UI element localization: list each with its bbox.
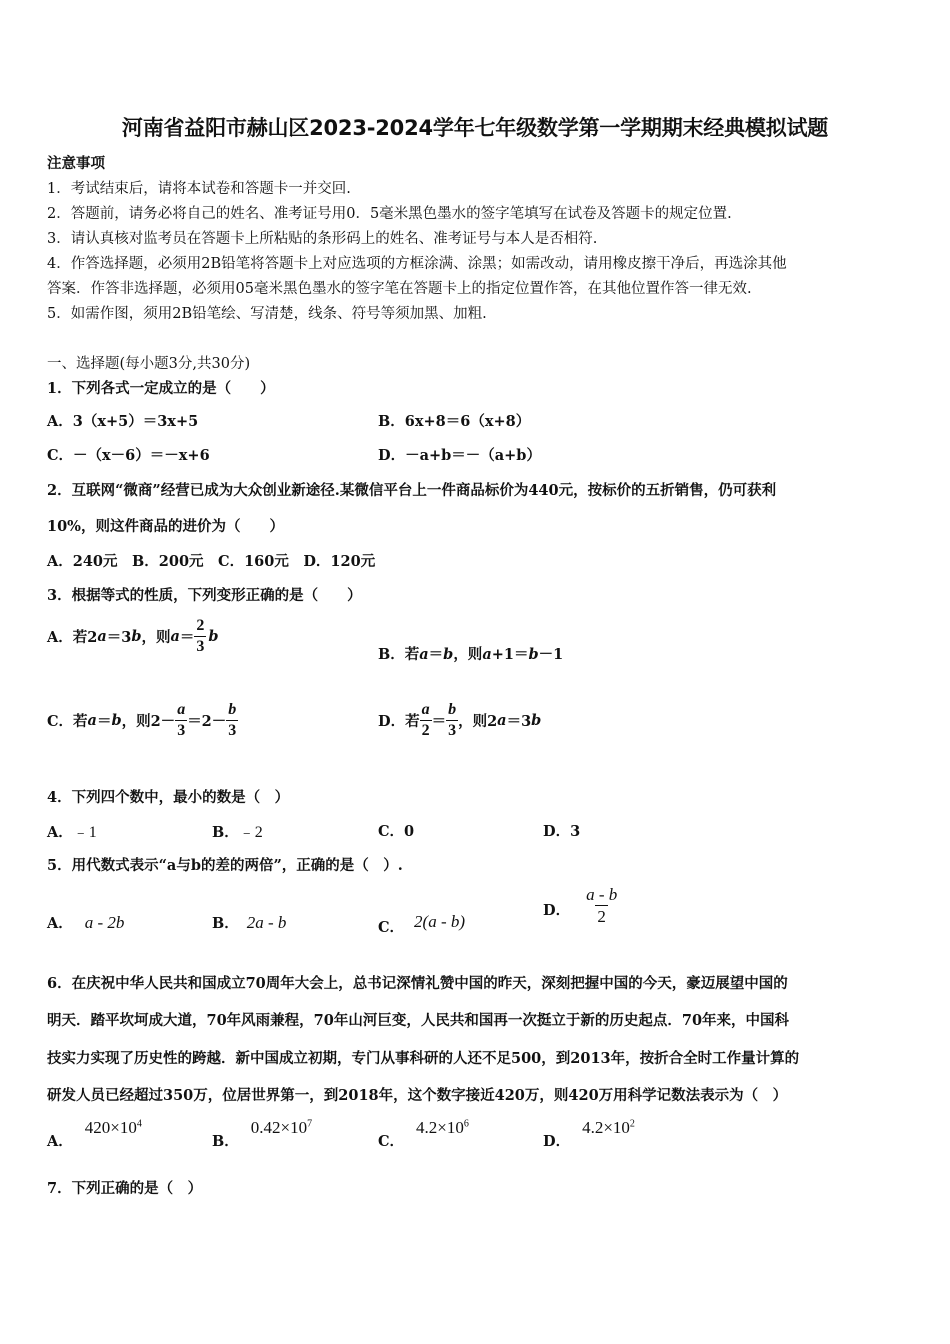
option-text: ＝3 <box>106 629 132 646</box>
exponent: 6 <box>463 1118 469 1130</box>
numerator: b <box>448 701 457 718</box>
exponent: 7 <box>307 1118 313 1130</box>
option-expr <box>251 1118 312 1138</box>
option-text: ＝ <box>96 713 112 730</box>
var: b <box>528 646 539 663</box>
option-expr <box>582 1118 635 1138</box>
q1-option-a: A．3（x+5）＝3x+5 <box>47 413 199 430</box>
option-label: B． <box>212 824 239 841</box>
q2-options: A．240元 B．200元 C．160元 D．120元 <box>47 553 376 570</box>
note-item: 4．作答选择题，必须用2B铅笔将答题卡上对应选项的方框涂满、涂黑；如需改动，请用橡皮擦干净后，再选涂其他 <box>47 256 787 272</box>
q3-option-d <box>378 702 541 739</box>
q1-option-b: B．6x+8＝6（x+8） <box>378 413 531 430</box>
question-5-stem: 5．用代数式表示“a与b的差的两倍”，正确的是（ ）. <box>47 857 403 874</box>
q5-option-a <box>47 912 124 933</box>
option-label: A． <box>47 915 73 932</box>
option-text: ＝ <box>428 646 444 663</box>
var: b <box>443 646 454 663</box>
base: 4.2×10 <box>582 1118 630 1137</box>
option-text: ，则2 <box>458 713 498 730</box>
q5-option-b <box>212 912 286 933</box>
question-7-stem: 7．下列正确的是（ ） <box>47 1180 203 1197</box>
var: b <box>131 628 142 645</box>
var: a <box>170 628 180 645</box>
question-6-line2: 明天．踏平坎坷成大道，70年风雨兼程，70年山河巨变，人民共和国再一次挺立于新的历史起点．70年来，中国科 <box>47 1012 790 1029</box>
option-text: ＝3 <box>506 713 532 730</box>
option-expr: a - 2b <box>84 912 125 932</box>
note-item: 答案．作答非选择题，必须用05毫米黑色墨水的签字笔在答题卡上的指定位置作答，在其他位置作答一律无效. <box>47 281 752 297</box>
var: a <box>419 646 429 663</box>
fraction <box>584 886 619 925</box>
notes-heading: 注意事项 <box>47 155 105 172</box>
option-text: B．若 <box>378 646 420 663</box>
question-2-line2: 10%，则这件商品的进价为（ ） <box>47 518 284 535</box>
question-6-line1: 6．在庆祝中华人民共和国成立70周年大会上，总书记深情礼赞中国的昨天，深刻把握中国的今天，豪迈展望中国的 <box>47 975 788 992</box>
denominator: 3 <box>196 638 205 655</box>
option-text: ，则2－ <box>121 713 176 730</box>
option-text: ＝ <box>179 629 195 646</box>
note-item: 2．答题前，请务必将自己的姓名、准考证号用0．5毫米黑色墨水的签字笔填写在试卷及答题卡的规定位置. <box>47 206 732 222</box>
var: a <box>97 628 107 645</box>
note-item: 1．考试结束后，请将本试卷和答题卡一并交回. <box>47 181 351 197</box>
numerator: 2 <box>196 617 205 634</box>
option-text: －1 <box>538 646 564 663</box>
option-expr: 2(a - b) <box>414 911 466 931</box>
denominator: 3 <box>228 722 237 739</box>
option-label: A． <box>47 1133 73 1150</box>
question-3-stem: 3．根据等式的性质，下列变形正确的是（ ） <box>47 587 362 604</box>
numerator: a <box>177 701 186 718</box>
denominator: 2 <box>421 722 430 739</box>
base: 420×10 <box>84 1118 137 1137</box>
q1-option-d: D．－a+b＝－（a+b） <box>378 447 541 464</box>
numerator: a - b <box>586 885 618 904</box>
var: b <box>531 712 542 729</box>
denominator: 2 <box>597 907 606 926</box>
base: 4.2×10 <box>416 1118 464 1137</box>
fraction <box>420 702 432 739</box>
q6-option-a <box>47 1118 142 1151</box>
fraction <box>446 702 458 739</box>
option-text: ，则 <box>141 629 171 646</box>
q4-option-a <box>47 819 97 842</box>
note-item: 5．如需作图，须用2B铅笔绘、写清楚，线条、符号等须加黑、加粗. <box>47 306 487 322</box>
q3-option-a <box>47 618 219 655</box>
option-text: ＝2－ <box>187 713 227 730</box>
var: b <box>208 628 219 645</box>
option-expr <box>416 1118 469 1138</box>
question-4-stem: 4．下列四个数中，最小的数是（ ） <box>47 789 290 806</box>
q4-option-d: D．3 <box>543 823 581 840</box>
question-2-line1: 2．互联网“微商”经营已成为大众创业新途径.某微信平台上一件商品标价为440元，按标价的五折销售，仍可获利 <box>47 482 777 499</box>
page-title: 河南省益阳市赫山区2023-2024学年七年级数学第一学期期末经典模拟试题 <box>121 116 829 140</box>
option-text: D．若 <box>378 713 420 730</box>
denominator: 3 <box>177 722 186 739</box>
denominator: 3 <box>448 722 457 739</box>
option-expr <box>85 1118 142 1138</box>
option-value: ﹣2 <box>238 824 263 841</box>
question-6-line3: 技实力实现了历史性的跨越．新中国成立初期，专门从事科研的人还不足500，到2013年，按折合全时工作量计算的 <box>47 1050 800 1067</box>
option-text: ，则 <box>453 646 483 663</box>
question-1-stem: 1．下列各式一定成立的是（ ） <box>47 380 275 397</box>
fraction <box>194 618 206 655</box>
q4-option-b <box>212 819 263 842</box>
option-label: C． <box>378 919 405 936</box>
q1-option-c: C．－（x－6）＝－x+6 <box>47 447 210 464</box>
q5-option-d <box>543 886 619 925</box>
fraction <box>175 702 187 739</box>
var: a <box>497 712 507 729</box>
option-text: A．若2 <box>47 629 98 646</box>
q6-option-d <box>543 1118 635 1151</box>
option-label: D． <box>543 902 571 919</box>
fraction <box>226 702 238 739</box>
option-label: D． <box>543 1133 571 1150</box>
option-text: C．若 <box>47 713 88 730</box>
option-label: A． <box>47 824 73 841</box>
var: b <box>111 712 122 729</box>
q6-option-b <box>212 1118 312 1151</box>
question-6-line4: 研发人员已经超过350万，位居世界第一，到2018年，这个数字接近420万，则420万用科学记数法表示为（ ） <box>47 1087 788 1104</box>
exponent: 2 <box>629 1118 635 1130</box>
var: a <box>87 712 97 729</box>
q5-option-c <box>378 906 465 937</box>
exponent: 4 <box>136 1118 142 1130</box>
var: a <box>482 646 492 663</box>
option-label: B． <box>212 1133 239 1150</box>
base: 0.42×10 <box>250 1118 308 1137</box>
option-label: B． <box>212 915 239 932</box>
q3-option-c <box>47 702 238 739</box>
numerator: b <box>228 701 237 718</box>
option-text: ＝ <box>431 713 447 730</box>
section-heading: 一、选择题(每小题3分,共30分) <box>47 356 251 372</box>
numerator: a <box>421 701 430 718</box>
q4-option-c: C．0 <box>378 823 415 840</box>
option-expr: 2a - b <box>246 912 287 932</box>
option-value: ﹣1 <box>72 824 97 841</box>
option-text: +1＝ <box>491 646 529 663</box>
option-label: C． <box>378 1133 405 1150</box>
q6-option-c <box>378 1118 469 1151</box>
q3-option-b <box>378 643 563 664</box>
note-item: 3．请认真核对监考员在答题卡上所粘贴的条形码上的姓名、准考证号与本人是否相符. <box>47 231 598 247</box>
